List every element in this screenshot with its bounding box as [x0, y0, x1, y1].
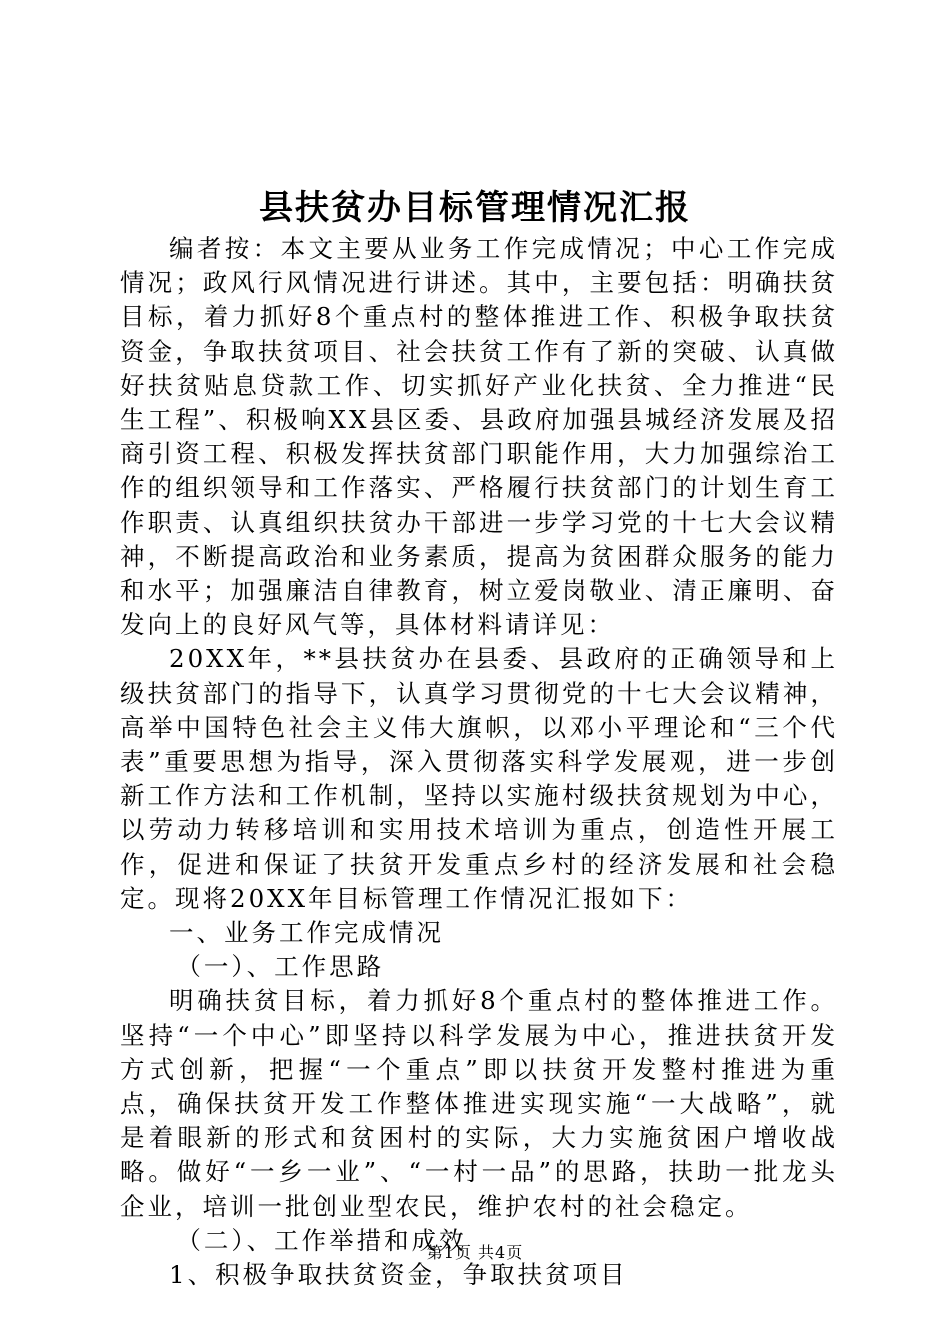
list-item-heading: 1、积极争取扶贫资金，争取扶贫项目 [169, 1260, 628, 1290]
intro-paragraph: 20XX年，**县扶贫办在县委、县政府的正确领导和上级扶贫部门的指导下，认真学习贯彻党的十七大会议精神，高举中国特色社会主义伟大旗帜，以邓小平理论和“三个代表”重要思想为指导，深入贯彻落实科学发展观，进一步创新工作方法和工作机制，坚持以实施村级扶贫规划为中心，以劳动力转移培训和实用技术培训为重点，创造性开展工作，促进和保证了扶贫开发重点乡村的经济发展和社会稳定。现将20XX年目标管理工作情况汇报如下： [120, 644, 838, 913]
editor-note-paragraph: 编者按：本文主要从业务工作完成情况；中心工作完成情况；政风行风情况进行讲述。其中，主要包括：明确扶贫目标，着力抓好8个重点村的整体推进工作、积极争取扶贫资金，争取扶贫项目、社会扶贫工作有了新的突破、认真做好扶贫贴息贷款工作、切实抓好产业化扶贫、全力推进“民生工程”、积极响XX县区委、县政府加强县城经济发展及招商引资工程、积极发挥扶贫部门职能作用，大力加强综治工作的组织领导和工作落实、严格履行扶贫部门的计划生育工作职责、认真组织扶贫办干部进一步学习党的十七大会议精神，不断提高政治和业务素质，提高为贫困群众服务的能力和水平；加强廉洁自律教育，树立爱岗敬业、清正廉明、奋发向上的良好风气等，具体材料请详见： [120, 234, 838, 640]
page-footer: 第1页 共4页 [426, 1243, 524, 1262]
subsection-heading: （一）、工作思路 [176, 952, 385, 982]
document-body [120, 232, 838, 1292]
body-paragraph: 明确扶贫目标，着力抓好8个重点村的整体推进工作。坚持“一个中心”即坚持以科学发展为中心，推进扶贫开发方式创新，把握“一个重点”即以扶贫开发整村推进为重点，确保扶贫开发工作整体推进实现实施“一大战略”，就是着眼新的形式和贫困村的实际，大力实施贫困户增收战略。做好“一乡一业”、“一村一品”的思路，扶助一批龙头企业，培训一批创业型农民，维护农村的社会稳定。 [120, 986, 838, 1221]
section-heading: 一、业务工作完成情况 [169, 918, 444, 948]
document-title: 县扶贫办目标管理情况汇报 [259, 188, 691, 228]
subsection-heading: （二）、工作举措和成效 [176, 1225, 467, 1255]
